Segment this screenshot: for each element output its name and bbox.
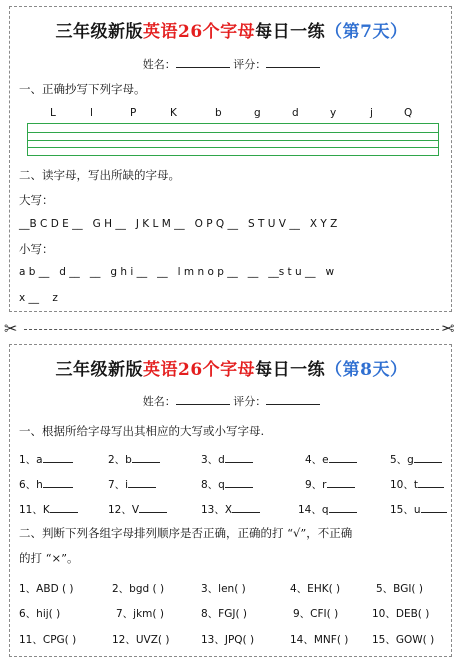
day-number: 第7天 — [342, 22, 390, 42]
judge-item: 14、MNF( ) — [290, 634, 349, 646]
judge-item: 3、len( ) — [201, 583, 246, 595]
judge-item: 4、EHK( ) — [290, 583, 341, 595]
answer-item: 7、i — [108, 477, 156, 492]
scissors-icon: ✂ — [441, 319, 455, 338]
judge-item: 15、GOW( ) — [372, 634, 435, 646]
section-heading-cont: 的打 “×”。 — [19, 551, 79, 565]
judge-item: 1、ABD ( ) — [19, 583, 74, 595]
answer-item: 2、b — [108, 452, 160, 467]
uppercase-row: __B C D E __ G H __ J K L M __ O P Q __ S T U V __ X Y Z — [19, 218, 338, 230]
name-score-line: 姓名： 评分： — [0, 56, 463, 72]
score-blank[interactable] — [266, 67, 320, 68]
answer-item: 11、K — [19, 502, 78, 517]
letter: b — [215, 107, 222, 119]
letter: L — [50, 107, 56, 119]
answer-item: 5、g — [390, 452, 442, 467]
day-number: 第8天 — [342, 360, 390, 380]
section-heading: 一、根据所给字母写出其相应的大写或小写字母. — [19, 424, 265, 438]
worksheet-title-day7: 三年级新版英语26个字母每日一练（第7天） — [55, 22, 408, 42]
letter: g — [254, 107, 261, 119]
name-blank[interactable] — [176, 404, 230, 405]
answer-item: 10、t — [390, 477, 444, 492]
lowercase-row: a b __ d __ __ g h i __ __ l m n o p __ __ __s t u __ w — [19, 266, 335, 278]
judge-item: 8、FGJ( ) — [201, 608, 247, 620]
letter: d — [292, 107, 299, 119]
letter: y — [330, 107, 337, 119]
answer-item: 6、h — [19, 477, 73, 492]
answer-item: 3、d — [201, 452, 253, 467]
letter: j — [370, 107, 373, 119]
worksheet-title-day8: 三年级新版英语26个字母每日一练（第8天） — [55, 360, 408, 380]
letter: K — [170, 107, 177, 119]
answer-item: 12、V — [108, 502, 167, 517]
judge-item: 6、hij( ) — [19, 608, 61, 620]
score-blank[interactable] — [266, 404, 320, 405]
scissors-icon: ✂ — [4, 319, 18, 338]
uppercase-label: 大写： — [19, 193, 54, 207]
lowercase-label: 小写： — [19, 242, 54, 256]
judge-item: 11、CPG( ) — [19, 634, 77, 646]
name-score-line: 姓名： 评分： — [0, 393, 463, 409]
answer-item: 4、e — [305, 452, 357, 467]
answer-item: 1、a — [19, 452, 73, 467]
letter: l — [90, 107, 93, 119]
answer-item: 8、q — [201, 477, 253, 492]
answer-item: 15、u — [390, 502, 447, 517]
judge-item: 13、JPQ( ) — [201, 634, 255, 646]
letter: Q — [404, 107, 413, 119]
judge-item: 12、UVZ( ) — [112, 634, 170, 646]
lowercase-row: x __ z — [19, 292, 58, 304]
section-heading: 二、判断下列各组字母排列顺序是否正确，正确的打 “√”，不正确 — [19, 526, 353, 540]
cut-line — [24, 329, 439, 330]
judge-item: 9、CFI( ) — [293, 608, 339, 620]
letter: P — [130, 107, 137, 119]
writing-grid[interactable] — [27, 123, 439, 156]
section-heading: 一、正确抄写下列字母。 — [19, 82, 146, 96]
judge-item: 10、DEB( ) — [372, 608, 430, 620]
answer-item: 9、r — [305, 477, 355, 492]
answer-item: 13、X — [201, 502, 260, 517]
judge-item: 2、bgd ( ) — [112, 583, 165, 595]
section-heading: 二、读字母，写出所缺的字母。 — [19, 168, 180, 182]
judge-item: 7、jkm( ) — [116, 608, 164, 620]
judge-item: 5、BGI( ) — [376, 583, 423, 595]
name-blank[interactable] — [176, 67, 230, 68]
answer-item: 14、q — [298, 502, 357, 517]
